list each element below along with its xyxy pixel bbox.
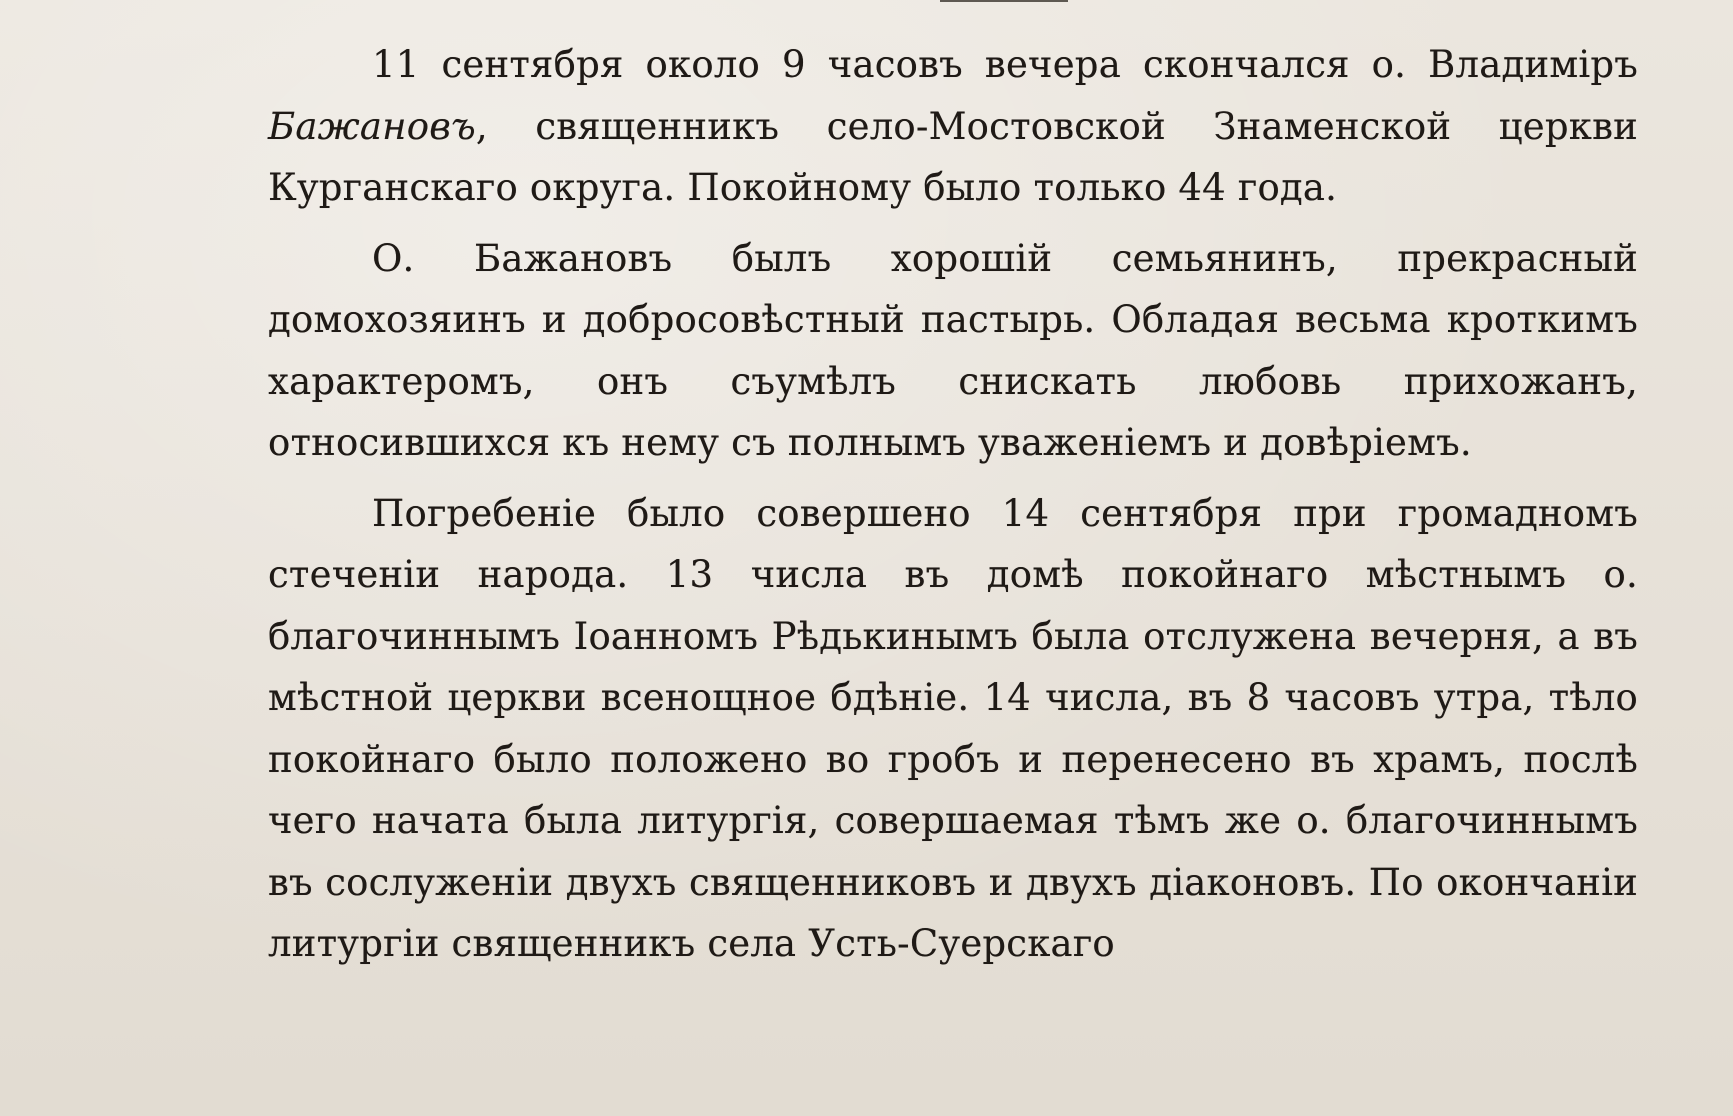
top-rule xyxy=(940,0,1068,2)
body-text xyxy=(268,34,1638,984)
paragraph-1 xyxy=(268,34,1638,219)
surname-italic: Бажановъ xyxy=(268,104,476,148)
paragraph-1-text-before: 11 сентября около 9 часовъ вечера скончался о. Владиміръ xyxy=(372,43,1638,86)
paragraph-2: О. Бажановъ былъ хорошій семьянинъ, прекрасный домохозяинъ и добросовѣстный пастырь. Обладая весьма кроткимъ характеромъ, онъ съумѣлъ снискать любовь прихожанъ, относившихся къ нему съ полнымъ уваженіемъ и довѣріемъ. xyxy=(268,236,1638,464)
paragraph-3: Погребеніе было совершено 14 сентября при громадномъ стеченіи народа. 13 числа въ домѣ покойнаго мѣстнымъ о. благочиннымъ Іоанномъ Рѣдькинымъ была отслужена вечерня, а въ мѣстной церкви всенощное бдѣніе. 14 числа, въ 8 часовъ утра, тѣло покойнаго было положено во гробъ и перенесено въ храмъ, послѣ чего начата была литургія, совершаемая тѣмъ же о. благочиннымъ въ сослуженіи двухъ священниковъ и двухъ діаконовъ. По окончаніи литургіи священникъ села Усть-Суерскаго xyxy=(268,491,1638,965)
paragraph-1-text-after: , священникъ село-Мостовской Знаменской церкви Курганскаго округа. Покойному было только 44 года. xyxy=(268,104,1638,209)
